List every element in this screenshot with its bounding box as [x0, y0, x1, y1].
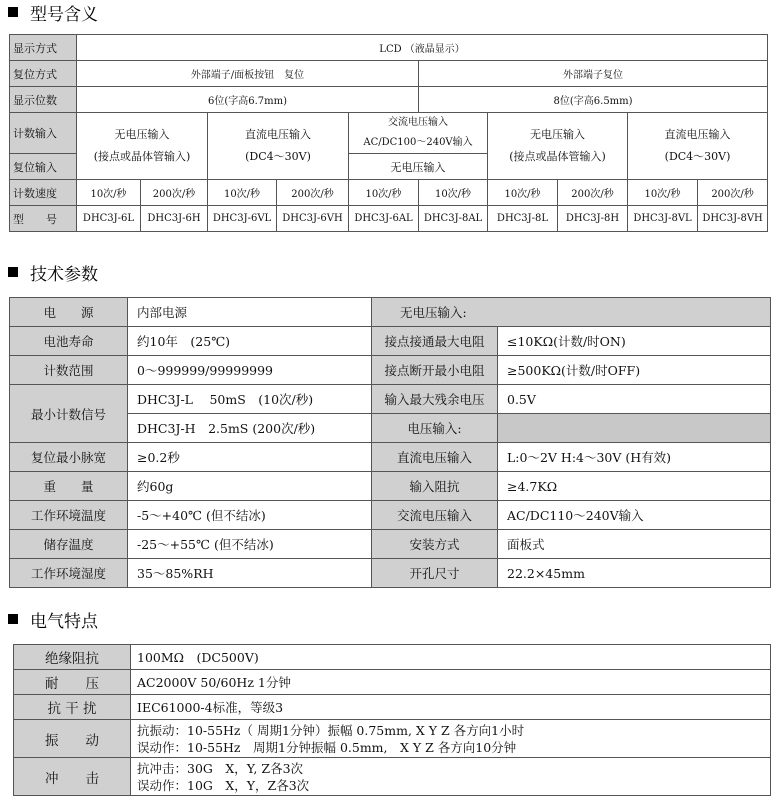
section-title-text: 型号含义 [30, 4, 98, 25]
speed-cell: 10次/秒 [349, 180, 419, 206]
tech-params-table [9, 297, 771, 588]
shock-line: 抗冲击：30G X，Y, Z各3次 [137, 760, 304, 776]
impedance-label: 输入阻抗 [372, 472, 498, 501]
digits-right: 8位(字高6.5mm) [419, 87, 768, 113]
vibration-line: 误动作：10-55Hz 周期1分钟振幅 0.5mm, X Y Z 各方向10分钟 [137, 739, 517, 755]
section-title-text: 电气特点 [30, 611, 98, 632]
interference-value: IEC61000-4标准，等级3 [131, 695, 771, 720]
input-group-line1: 交流电压输入 [388, 117, 448, 128]
speed-label: 计数速度 [10, 180, 77, 206]
model-cell: DHC3J-8H [558, 206, 628, 232]
speed-cell: 10次/秒 [77, 180, 141, 206]
storage-temp-value: -25～+55℃ (但不结冰) [128, 530, 372, 559]
display-mode-label: 显示方式 [10, 35, 77, 61]
vibration-value [131, 720, 771, 758]
reset-mode-label: 复位方式 [10, 61, 77, 87]
mount-value: 面板式 [498, 530, 771, 559]
power-value: 内部电源 [128, 298, 372, 327]
speed-cell: 200次/秒 [277, 180, 349, 206]
input-group-3 [349, 113, 488, 154]
shock-value [131, 758, 771, 796]
reset-input-value: 无电压输入 [349, 154, 488, 180]
speed-cell: 200次/秒 [558, 180, 628, 206]
humidity-value: 35～85%RH [128, 559, 372, 588]
cutout-value: 22.2×45mm [498, 559, 771, 588]
input-group-5 [628, 113, 768, 180]
volt-input-header: 电压输入: [372, 414, 498, 443]
model-cell: DHC3J-6H [141, 206, 208, 232]
speed-cell: 10次/秒 [208, 180, 277, 206]
ac-input-label: 交流电压输入 [372, 501, 498, 530]
model-label: 型 号 [10, 206, 77, 232]
vibration-label: 振 动 [14, 720, 131, 758]
model-cell: DHC3J-8VL [628, 206, 698, 232]
input-group-line1: 无电压输入 [114, 128, 170, 141]
digits-left: 6位(字高6.7mm) [77, 87, 419, 113]
min-signal-h: DHC3J-H 2.5mS (200次/秒) [128, 414, 372, 443]
speed-cell: 10次/秒 [488, 180, 558, 206]
square-bullet-icon [8, 7, 18, 17]
mount-label: 安装方式 [372, 530, 498, 559]
max-residual-value: 0.5V [498, 385, 771, 414]
withstand-label: 耐 压 [14, 670, 131, 695]
digits-label: 显示位数 [10, 87, 77, 113]
input-group-1 [77, 113, 208, 180]
vibration-line: 抗振动：10-55Hz（ 周期1分钟）振幅 0.75mm, X Y Z 各方向1小时 [137, 722, 525, 738]
insulation-label: 绝缘阻抗 [14, 645, 131, 670]
weight-label: 重 量 [10, 472, 128, 501]
power-label: 电 源 [10, 298, 128, 327]
dc-input-value: L:0～2V H:4～30V (H有效) [498, 443, 771, 472]
count-input-label: 计数输入 [10, 113, 77, 154]
cutout-label: 开孔尺寸 [372, 559, 498, 588]
withstand-value: AC2000V 50/60Hz 1分钟 [131, 670, 771, 695]
volt-input-blank [498, 414, 771, 443]
novolt-header: 无电压输入: [372, 298, 771, 327]
contact-on-label: 接点接通最大电阻 [372, 327, 498, 356]
speed-cell: 10次/秒 [419, 180, 488, 206]
input-group-line2: (DC4～30V) [245, 150, 311, 163]
weight-value: 约60g [128, 472, 372, 501]
model-cell: DHC3J-6VH [277, 206, 349, 232]
reset-pulse-label: 复位最小脉宽 [10, 443, 128, 472]
contact-on-value: ≤10KΩ(计数/时ON) [498, 327, 771, 356]
section-title-model-meaning [8, 1, 98, 23]
model-cell: DHC3J-8L [488, 206, 558, 232]
input-group-line2: (接点或晶体管输入) [93, 150, 191, 163]
shock-label: 冲 击 [14, 758, 131, 796]
input-group-line1: 直流电压输入 [664, 128, 731, 141]
interference-label: 抗 干 扰 [14, 695, 131, 720]
model-cell: DHC3J-6L [77, 206, 141, 232]
shock-line: 误动作：10G X，Y，Z各3次 [137, 777, 310, 793]
contact-off-label: 接点断开最小电阻 [372, 356, 498, 385]
battery-label: 电池寿命 [10, 327, 128, 356]
reset-pulse-value: ≥0.2秒 [128, 443, 372, 472]
section-title-tech-params [8, 261, 98, 283]
battery-value: 约10年 (25℃) [128, 327, 372, 356]
model-cell: DHC3J-6VL [208, 206, 277, 232]
input-group-2 [208, 113, 349, 180]
ac-input-value: AC/DC110～240V输入 [498, 501, 771, 530]
input-group-4 [488, 113, 628, 180]
section-title-text: 技术参数 [30, 264, 98, 285]
reset-mode-left: 外部端子/面板按钮 复位 [77, 61, 419, 87]
speed-cell: 200次/秒 [141, 180, 208, 206]
dc-input-label: 直流电压输入 [372, 443, 498, 472]
contact-off-value: ≥500KΩ(计数/时OFF) [498, 356, 771, 385]
reset-mode-right: 外部端子复位 [419, 61, 768, 87]
model-cell: DHC3J-8AL [419, 206, 488, 232]
input-group-line1: 直流电压输入 [245, 128, 311, 141]
reset-input-label: 复位输入 [10, 154, 77, 180]
section-title-electrical [8, 608, 98, 630]
min-signal-label: 最小计数信号 [10, 385, 128, 443]
min-signal-l: DHC3J-L 50mS (10次/秒) [128, 385, 372, 414]
model-meaning-table [9, 34, 768, 232]
humidity-label: 工作环境湿度 [10, 559, 128, 588]
work-temp-label: 工作环境温度 [10, 501, 128, 530]
work-temp-value: -5～+40℃ (但不结冰) [128, 501, 372, 530]
display-mode-value: LCD （液晶显示） [77, 35, 768, 61]
range-value: 0～999999/99999999 [128, 356, 372, 385]
input-group-line2: (DC4～30V) [664, 150, 731, 163]
speed-cell: 10次/秒 [628, 180, 698, 206]
input-group-line2: AC/DC100～240V输入 [363, 137, 473, 148]
insulation-value: 100MΩ (DC500V) [131, 645, 771, 670]
model-cell: DHC3J-6AL [349, 206, 419, 232]
speed-cell: 200次/秒 [698, 180, 768, 206]
storage-temp-label: 储存温度 [10, 530, 128, 559]
max-residual-label: 输入最大残余电压 [372, 385, 498, 414]
input-group-line2: (接点或晶体管输入) [509, 150, 606, 163]
impedance-value: ≥4.7KΩ [498, 472, 771, 501]
model-cell: DHC3J-8VH [698, 206, 768, 232]
range-label: 计数范围 [10, 356, 128, 385]
electrical-table [13, 644, 771, 796]
square-bullet-icon [8, 614, 18, 624]
square-bullet-icon [8, 267, 18, 277]
input-group-line1: 无电压输入 [530, 128, 585, 141]
